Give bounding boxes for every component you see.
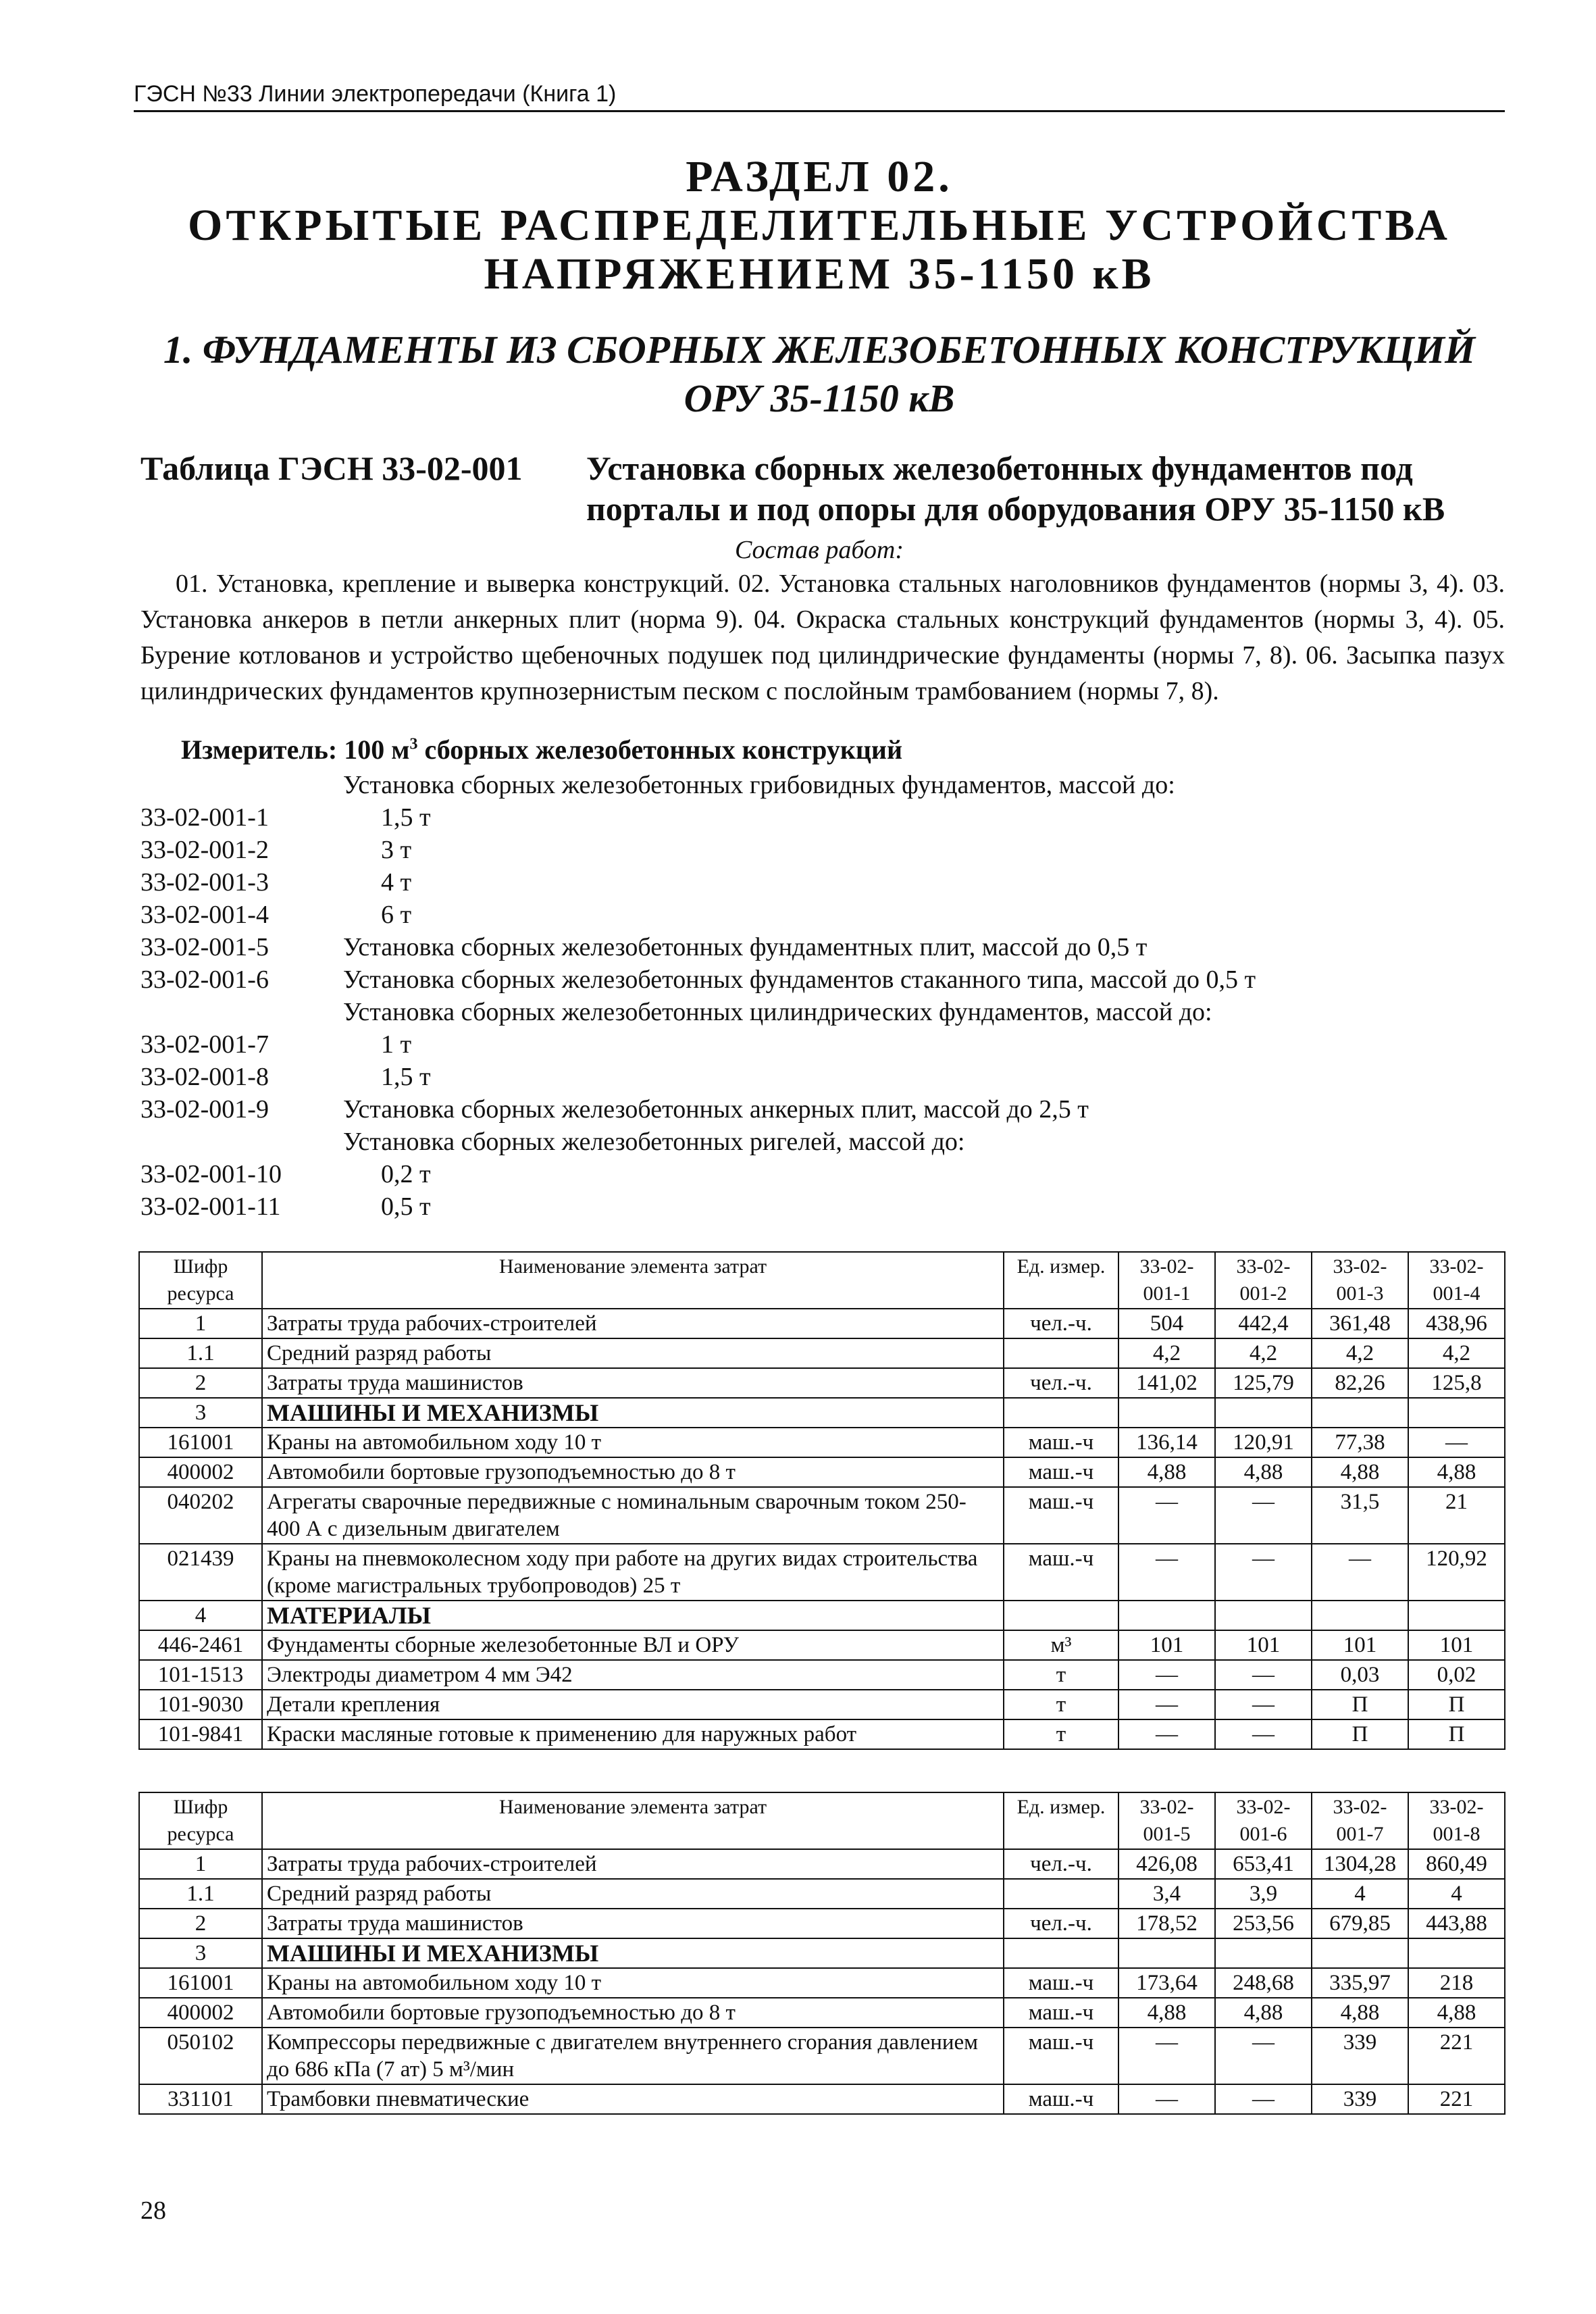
resource-value: 1304,28 [1312,1849,1408,1879]
resource-value: 248,68 [1215,1968,1312,1998]
resource-value: — [1118,1690,1215,1719]
resource-value: 0,03 [1312,1660,1408,1690]
resource-value [1312,1938,1408,1968]
norm-code: 33-02-001-8 [140,1063,269,1091]
norm-code: 33-02-001-5 [140,933,269,961]
resource-unit: маш.-ч [1004,1544,1118,1601]
resource-name: Средний разряд работы [262,1338,1004,1368]
header-norm-code-bottom: 001-4 [1433,1282,1481,1305]
resource-name: Компрессоры передвижные с двигателем внутреннего сгорания давлением до 686 кПа (7 ат) 5 м³/мин [262,2028,1004,2084]
resource-value: — [1408,1428,1505,1457]
resource-value: — [1215,1660,1312,1690]
table-row [139,1998,1505,2028]
resource-code: 2 [139,1368,262,1398]
resource-value: 4,88 [1312,1457,1408,1487]
group-heading: Установка сборных железобетонных ригелей, массой до: [343,1128,965,1156]
resource-value: 339 [1312,2084,1408,2114]
table-row [139,1879,1505,1909]
resource-name: Краны на пневмоколесном ходу при работе на других видах строительства (кроме магистральных трубопроводов) 25 т [262,1544,1004,1601]
section-title-line2: ОТКРЫТЫЕ РАСПРЕДЕЛИТЕЛЬНЫЕ УСТРОЙСТВА [188,201,1451,250]
resource-name: Затраты труда рабочих-строителей [262,1849,1004,1879]
header-norm-code [1312,1252,1408,1309]
measure-sup: 3 [409,735,418,753]
resource-name: Затраты труда машинистов [262,1909,1004,1938]
resource-value: 101 [1118,1630,1215,1660]
resource-code: 1.1 [139,1338,262,1368]
section-title-line3: НАПРЯЖЕНИЕМ 35-1150 кВ [484,249,1155,299]
resource-value: 178,52 [1118,1909,1215,1938]
resource-value [1215,1938,1312,1968]
resource-value: 4,88 [1215,1457,1312,1487]
resource-value: 125,8 [1408,1368,1505,1398]
resource-value [1408,1398,1505,1428]
resource-code: 101-1513 [139,1660,262,1690]
resource-code: 101-9030 [139,1690,262,1719]
resource-unit: чел.-ч. [1004,1368,1118,1398]
header-norm-code-bottom: 001-5 [1143,1823,1191,1845]
header-norm-code-bottom: 001-3 [1336,1282,1384,1305]
table-row [139,1487,1505,1544]
resource-value: 442,4 [1215,1309,1312,1338]
resource-value [1118,1938,1215,1968]
table-row [139,1630,1505,1660]
resource-code: 446-2461 [139,1630,262,1660]
resource-name: Краны на автомобильном ходу 10 т [262,1968,1004,1998]
resource-value: 4,2 [1215,1338,1312,1368]
resource-unit: маш.-ч [1004,1457,1118,1487]
resource-value: 125,79 [1215,1368,1312,1398]
resource-value: П [1408,1690,1505,1719]
resource-value: 4,2 [1312,1338,1408,1368]
norm-mass: 4 т [381,868,412,897]
page-number: 28 [140,2196,166,2225]
table-row [139,1719,1505,1749]
resource-value: 4,2 [1408,1338,1505,1368]
norm-mass: 1,5 т [381,1063,431,1091]
resource-code: 101-9841 [139,1719,262,1749]
norm-mass: 1,5 т [381,803,431,832]
resource-value: — [1215,2028,1312,2084]
subsection-title: 1. ФУНДАМЕНТЫ ИЗ СБОРНЫХ ЖЕЛЕЗОБЕТОННЫХ КОНСТРУКЦИЙ [163,328,1476,372]
resource-name: Краски масляные готовые к применению для наружных работ [262,1719,1004,1749]
resource-value: 4,88 [1312,1998,1408,2028]
resource-value: 221 [1408,2028,1505,2084]
resource-value: — [1118,1544,1215,1601]
resource-unit: маш.-ч [1004,1968,1118,1998]
table-row [139,1309,1505,1338]
table-row [139,1544,1505,1601]
header-norm-code [1215,1252,1312,1309]
norm-code: 33-02-001-2 [140,836,269,864]
norm-mass: 1 т [381,1030,412,1059]
norm-mass: 0,5 т [381,1192,431,1221]
header-norm-code-bottom: 001-8 [1433,1823,1481,1845]
resource-value: — [1118,1719,1215,1749]
resource-value: 4,88 [1118,1457,1215,1487]
header-name: Наименование элемента затрат [262,1252,1004,1309]
resource-code: 1 [139,1309,262,1338]
resource-value: 120,92 [1408,1544,1505,1601]
resource-name: Затраты труда рабочих-строителей [262,1309,1004,1338]
header-code-line2: ресурса [167,1823,234,1845]
header-norm-code [1408,1792,1505,1849]
resource-name: Автомобили бортовые грузоподъемностью до 8 т [262,1457,1004,1487]
norm-code: 33-02-001-1 [140,803,269,832]
header-code-line1: Шифр [173,1796,228,1818]
table-title-line2: порталы и под опоры для оборудования ОРУ 35-1150 кВ [586,490,1445,528]
resource-value: 82,26 [1312,1368,1408,1398]
table-row [139,1938,1505,1968]
resource-code: 161001 [139,1428,262,1457]
header-norm-code [1408,1252,1505,1309]
header-norm-code-top: 33-02- [1429,1796,1484,1818]
resource-unit [1004,1338,1118,1368]
norm-code: 33-02-001-9 [140,1095,269,1124]
resource-value: — [1215,2084,1312,2114]
resource-value: — [1215,1487,1312,1544]
table-header-row [139,1792,1505,1849]
resource-value: 653,41 [1215,1849,1312,1879]
header-norm-code-bottom: 001-6 [1239,1823,1287,1845]
resource-value: 4,88 [1408,1457,1505,1487]
resource-unit: маш.-ч [1004,2084,1118,2114]
resource-name: Средний разряд работы [262,1879,1004,1909]
resource-value: 136,14 [1118,1428,1215,1457]
resource-code: 400002 [139,1457,262,1487]
group-heading: Установка сборных железобетонных цилиндрических фундаментов, массой до: [343,998,1212,1026]
resource-unit: м³ [1004,1630,1118,1660]
header-norm-code [1118,1252,1215,1309]
header-name: Наименование элемента затрат [262,1792,1004,1849]
resource-value: 21 [1408,1487,1505,1544]
norm-code: 33-02-001-3 [140,868,269,897]
resource-code: 040202 [139,1487,262,1544]
resource-unit [1004,1879,1118,1909]
norm-code: 33-02-001-7 [140,1030,269,1059]
resource-value: П [1312,1719,1408,1749]
resource-value: 101 [1215,1630,1312,1660]
resource-unit: маш.-ч [1004,2028,1118,2084]
resource-code: 3 [139,1938,262,1968]
table-row [139,1909,1505,1938]
resource-value: 679,85 [1312,1909,1408,1938]
resource-value: — [1118,2084,1215,2114]
header-code-line1: Шифр [173,1255,228,1278]
resource-name: Агрегаты сварочные передвижные с номинальным сварочным током 250-400 А с дизельным двигателем [262,1487,1004,1544]
resource-value: 4,88 [1118,1998,1215,2028]
resource-code: 1.1 [139,1879,262,1909]
resource-value: 860,49 [1408,1849,1505,1879]
resource-value: — [1118,2028,1215,2084]
composition-heading: Состав работ: [734,536,904,564]
resource-unit: маш.-ч [1004,1428,1118,1457]
resource-code: 050102 [139,2028,262,2084]
header-norm-code [1312,1792,1408,1849]
resource-table-2 [138,1792,1505,2115]
resource-value: 3,4 [1118,1879,1215,1909]
resource-value [1215,1601,1312,1630]
resource-unit: т [1004,1719,1118,1749]
resource-value: 438,96 [1408,1309,1505,1338]
table-row [139,1398,1505,1428]
measure-label: Измеритель: 100 м [181,734,410,765]
resource-name: Трамбовки пневматические [262,2084,1004,2114]
table-row [139,1428,1505,1457]
resource-value: 4,2 [1118,1338,1215,1368]
resource-value: 504 [1118,1309,1215,1338]
header-code [139,1252,262,1309]
resource-value: П [1312,1690,1408,1719]
resource-value: П [1408,1719,1505,1749]
resource-value [1118,1601,1215,1630]
resource-value: 339 [1312,2028,1408,2084]
subsection-title-line2: ОРУ 35-1150 кВ [684,376,955,420]
resource-value: — [1215,1690,1312,1719]
header-unit: Ед. измер. [1004,1792,1118,1849]
resource-unit [1004,1938,1118,1968]
header-norm-code-bottom: 001-7 [1336,1823,1384,1845]
resource-code: 4 [139,1601,262,1630]
resource-value [1215,1398,1312,1428]
running-header: ГЭСН №33 Линии электропередачи (Книга 1) [134,81,1505,112]
resource-unit [1004,1398,1118,1428]
resource-value [1408,1938,1505,1968]
resource-unit: чел.-ч. [1004,1849,1118,1879]
header-norm-code [1215,1792,1312,1849]
header-code-line2: ресурса [167,1282,234,1305]
header-norm-code-top: 33-02- [1139,1255,1194,1278]
group-heading: Установка сборных железобетонных грибовидных фундаментов, массой до: [343,771,1175,799]
resource-value: 120,91 [1215,1428,1312,1457]
resource-value: 4 [1312,1879,1408,1909]
norm-mass: 6 т [381,901,412,929]
table-title: Установка сборных железобетонных фундаментов под [586,449,1413,487]
table-row [139,1457,1505,1487]
resource-value: 77,38 [1312,1428,1408,1457]
table-row [139,1368,1505,1398]
table-row [139,1690,1505,1719]
table-label: Таблица ГЭСН 33-02-001 [140,449,523,487]
resource-value: 141,02 [1118,1368,1215,1398]
resource-value: 218 [1408,1968,1505,1998]
resource-code: 400002 [139,1998,262,2028]
resource-unit: чел.-ч. [1004,1909,1118,1938]
resource-value: 173,64 [1118,1968,1215,1998]
resource-name: Краны на автомобильном ходу 10 т [262,1428,1004,1457]
resource-value: 253,56 [1215,1909,1312,1938]
norm-description: Установка сборных железобетонных фундаментных плит, массой до 0,5 т [343,933,1148,961]
resource-unit: т [1004,1690,1118,1719]
resource-value: 3,9 [1215,1879,1312,1909]
section-title: РАЗДЕЛ 02. [686,152,953,201]
norm-code: 33-02-001-4 [140,901,269,929]
table-row [139,1660,1505,1690]
norm-mass: 0,2 т [381,1160,431,1188]
resource-value: — [1215,1719,1312,1749]
norm-mass: 3 т [381,836,412,864]
norm-description: Установка сборных железобетонных анкерных плит, массой до 2,5 т [343,1095,1089,1124]
resource-value: — [1215,1544,1312,1601]
resource-code: 021439 [139,1544,262,1601]
header-norm-code-top: 33-02- [1236,1796,1291,1818]
norm-description: Установка сборных железобетонных фундаментов стаканного типа, массой до 0,5 т [343,965,1256,994]
resource-value: 426,08 [1118,1849,1215,1879]
header-norm-code-top: 33-02- [1333,1255,1387,1278]
resource-code: 1 [139,1849,262,1879]
resource-name: МАТЕРИАЛЫ [262,1601,1004,1630]
resource-value: — [1118,1487,1215,1544]
resource-value: — [1118,1660,1215,1690]
header-norm-code-top: 33-02- [1236,1255,1291,1278]
resource-name: Затраты труда машинистов [262,1368,1004,1398]
resource-unit: маш.-ч [1004,1998,1118,2028]
resource-value: 101 [1408,1630,1505,1660]
resource-value: 443,88 [1408,1909,1505,1938]
resource-name: Фундаменты сборные железобетонные ВЛ и ОРУ [262,1630,1004,1660]
norm-code: 33-02-001-6 [140,965,269,994]
resource-code: 161001 [139,1968,262,1998]
header-norm-code-top: 33-02- [1139,1796,1194,1818]
header-norm-code-bottom: 001-2 [1239,1282,1287,1305]
resource-name: МАШИНЫ И МЕХАНИЗМЫ [262,1398,1004,1428]
resource-value [1408,1601,1505,1630]
resource-value [1312,1601,1408,1630]
norm-code: 33-02-001-11 [140,1192,281,1221]
resource-unit [1004,1601,1118,1630]
resource-code: 331101 [139,2084,262,2114]
resource-name: Детали крепления [262,1690,1004,1719]
header-norm-code-top: 33-02- [1429,1255,1484,1278]
resource-value: 335,97 [1312,1968,1408,1998]
resource-value: 4 [1408,1879,1505,1909]
table-row [139,2084,1505,2114]
table-row [139,1968,1505,1998]
table-row [139,2028,1505,2084]
composition-text: 01. Установка, крепление и выверка конструкций. 02. Установка стальных наголовников фундаментов (нормы 3, 4). 03. Установка анкеров в петли анкерных плит (норма 9). 04. Окраска стальных конструкций фундаментов (нормы 3, 4). 05. Бурение котлованов и устройство щебеночных подушек под цилиндрические фундаменты (нормы 7, 8). 06. Засыпка пазух цилиндрических фундаментов крупнозернистым песком с послойным трамбованием (нормы 7, 8). [140,570,1505,705]
resource-value: 31,5 [1312,1487,1408,1544]
resource-code: 3 [139,1398,262,1428]
measure-unit [181,734,902,765]
resource-unit: маш.-ч [1004,1487,1118,1544]
norm-code: 33-02-001-10 [140,1160,282,1188]
table-header-row [139,1252,1505,1309]
resource-value: 361,48 [1312,1309,1408,1338]
table-row [139,1601,1505,1630]
resource-value: 0,02 [1408,1660,1505,1690]
header-code [139,1792,262,1849]
resource-unit: т [1004,1660,1118,1690]
table-row [139,1338,1505,1368]
resource-value: 4,88 [1408,1998,1505,2028]
resource-value [1312,1398,1408,1428]
resource-value: 101 [1312,1630,1408,1660]
resource-value: — [1312,1544,1408,1601]
resource-value: 4,88 [1215,1998,1312,2028]
resource-unit: чел.-ч. [1004,1309,1118,1338]
resource-table-1 [138,1251,1505,1750]
resource-name: Электроды диаметром 4 мм Э42 [262,1660,1004,1690]
resource-code: 2 [139,1909,262,1938]
header-norm-code-top: 33-02- [1333,1796,1387,1818]
header-norm-code-bottom: 001-1 [1143,1282,1191,1305]
resource-name: МАШИНЫ И МЕХАНИЗМЫ [262,1938,1004,1968]
resource-value [1118,1398,1215,1428]
measure-rest: сборных железобетонных конструкций [417,734,903,765]
resource-value: 221 [1408,2084,1505,2114]
resource-name: Автомобили бортовые грузоподъемностью до 8 т [262,1998,1004,2028]
table-row [139,1849,1505,1879]
header-norm-code [1118,1792,1215,1849]
header-unit: Ед. измер. [1004,1252,1118,1309]
